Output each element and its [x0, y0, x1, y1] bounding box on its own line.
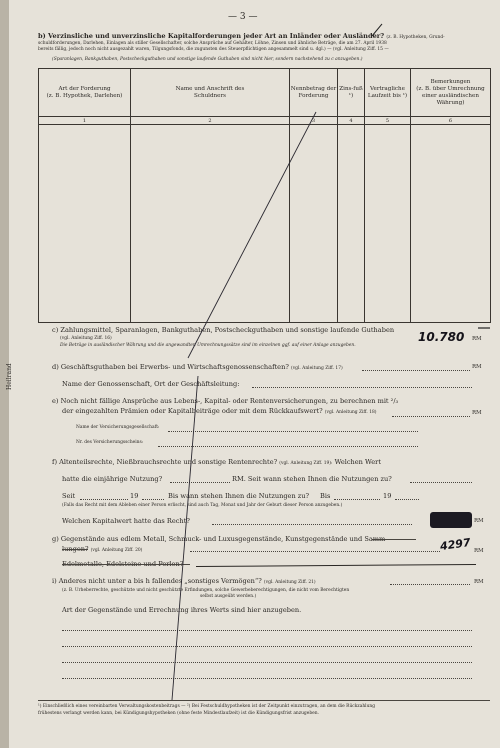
section-i-currency: RM [474, 579, 484, 585]
page-number: — 3 — [228, 12, 258, 22]
section-e-company-label: Name der Versicherungsgesellschaft: [76, 425, 160, 430]
col-header-zinsfuss: Zins-fuß ¹) [338, 69, 365, 117]
section-c-ref: (vgl. Anleitung Ziff. 16) [60, 336, 112, 341]
col-number: 6 [411, 117, 491, 125]
section-i-instruction: Art der Gegenstände und Errechnung ihres Werts sind hier anzugeben. [62, 606, 302, 614]
section-f-bis-text: Bis wann stehen Ihnen die Nutzungen zu? [168, 492, 310, 500]
section-f-bis: Bis [320, 492, 331, 500]
col-number: 4 [338, 117, 365, 125]
section-e-text1: e) Noch nicht fällige Ansprüche aus Lebens-, Kapital- oder Rentenversicherungen, zu berechnen mit ²/₃ [52, 397, 399, 405]
section-i-text: i) Anderes nicht unter a bis h fallendes „sonstiges Vermögen“? (vgl. Anleitung Ziff. 21) [52, 577, 316, 585]
section-f-text2-mid: RM. Seit wann stehen Ihnen die Nutzungen zu? [232, 475, 392, 483]
section-f-text1: f) Altenteilsrechte, Nießbrauchsrechte und sonstige Rentenrechte? (vgl. Anleitung Ziff. 19): Welchen Wert [52, 458, 381, 466]
section-f-seit: Seit [62, 492, 76, 500]
section-c-handwritten-amount: 10.780 [418, 330, 465, 344]
col-header-schuldner: Name und Anschrift des Schuldners [131, 69, 290, 117]
section-f-year1: 19 [130, 492, 139, 500]
section-e-text2: der eingezahlten Prämien oder Kapitalbeiträge oder mit dem Rückkaufswert? (vgl. Anleitung Ziff. 18) [62, 407, 377, 415]
section-g-handwritten-amount: 4297 [439, 535, 472, 554]
section-d-currency: RM [472, 364, 482, 370]
section-b-title: b) Verzinsliche und unverzinsliche Kapitalforderungen jeder Art an Inländer oder Ausländer? (z. B. Hypotheken, Grund- [38, 32, 445, 40]
section-f-currency: RM [474, 518, 484, 524]
section-i-note1: (z. B. Urheberrechte, geschützte und nicht geschützte Erfindungen, solche Gewerbeberechtigungen, die nicht vom Berechtigten [62, 588, 350, 593]
col-header-bemerkungen: Bemerkungen (z. B. über Umrechnung einer ausländischen Währung) [411, 69, 491, 117]
footnote-line1: ¹) Einschließlich eines vereinbarten Verwaltungskostenbeitrags — ²) Bei Festschuldhypotheken ist der Zeitpunkt einzutragen, an dem die Rückzahlung [38, 704, 376, 709]
cancel-stroke-lower [172, 376, 198, 700]
col-number: 5 [365, 117, 411, 125]
section-b-line2: schuldforderungen, Darlehen, Einlagen als stiller Gesellschafter, solche Ansprüche auf Gehälter, Löhne, Zinsen und ähnliche Beträge, die am 27. April 1938 [38, 41, 387, 46]
cancel-stroke-table [188, 112, 316, 358]
check-mark-stroke [372, 24, 382, 36]
section-i-note2: selbst ausgeübt werden.) [200, 594, 257, 599]
section-c-note: Die Beträge in ausländischer Währung und die angewandten Umrechnungssätze sind im einzelnen ggf. auf einer Anlage anzugeben. [60, 343, 356, 348]
section-b-line3: bereits fällig, jedoch noch nicht ausgezahlt waren, Tilgungsfonds, die zugunsten des Steuerpflichtigen angesammelt sind u. dgl.) — (vgl. Anleitung Ziff. 15 — [38, 47, 389, 52]
section-f-year2: 19 [383, 492, 392, 500]
section-e-number-label: Nr. des Versicherungsscheins: [76, 440, 144, 445]
section-f-text2: hatte die einjährige Nutzung? [62, 475, 163, 483]
section-g-currency: RM [474, 548, 484, 554]
col-header-nennbetrag: Nennbetrag der Forderung [290, 69, 338, 117]
section-e-currency: RM [472, 410, 482, 416]
col-number: 1 [39, 117, 131, 125]
col-number: 3 [290, 117, 338, 125]
section-d-name-label: Name der Genossenschaft, Ort der Geschäftsleitung: [62, 380, 240, 388]
section-g-text1: g) Gegenstände aus edlem Metall, Schmuck- und Luxusgegenstände, Kunstgegenstände und Samm- [52, 535, 388, 543]
section-f-capital: Welchen Kapitalwert hatte das Recht? [62, 517, 190, 525]
col-number: 2 [131, 117, 290, 125]
section-g-text2: lungen? (vgl. Anleitung Ziff. 20) [62, 545, 143, 553]
col-header-art: Art der Forderung (z. B. Hypothek, Darlehen) [39, 69, 131, 117]
footnote-line2: frühestens verlangt werden kann, bei Kündigungshypotheken (ohne feste Mindestlaufzeit) ist die Kündigungsfrist anzugeben. [38, 711, 319, 716]
section-g-sub: Edelmetalle, Edelsteine und Perlen? [62, 560, 184, 568]
section-c-text: c) Zahlungsmittel, Sparanlagen, Bankguthaben, Postscheckguthaben und sonstige laufende Guthaben [52, 326, 395, 334]
section-f-note: (Falls das Recht mit dem Ableben einer Person erlischt, sind auch Tag, Monat und Jahr der Geburt dieser Person anzugeben.) [62, 503, 343, 508]
section-c-currency: RM [472, 336, 482, 342]
side-label: Heilrand [6, 363, 13, 390]
section-d-text: d) Geschäftsguthaben bei Erwerbs- und Wirtschaftsgenossenschaften? (vgl. Anleitung Ziff. 17) [52, 363, 343, 371]
section-b-line4: (Sparanlagen, Bankguthaben, Postscheckguthaben und sonstige laufende Guthaben sind nicht hier, sondern nachstehend zu c anzugeben.) [52, 57, 363, 62]
col-header-laufzeit: Vertragliche Laufzeit bis ¹) [365, 69, 411, 117]
